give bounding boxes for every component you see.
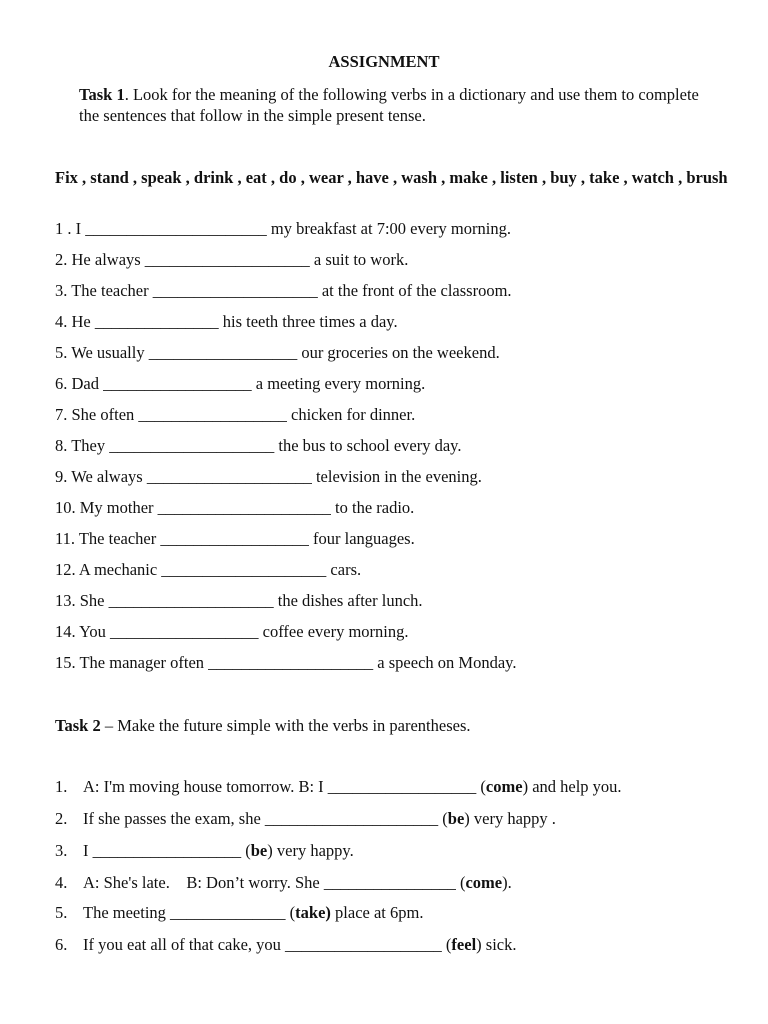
- task1-item-10: 10. My mother _____________________ to the radio.: [55, 498, 415, 517]
- task1-item-12: 12. A mechanic ____________________ cars.: [55, 560, 362, 579]
- task2-instruction-text: – Make the future simple with the verbs in parentheses.: [100, 716, 471, 735]
- task1-item-4: 4. He _______________ his teeth three times a day.: [55, 312, 398, 331]
- task1-item-6: 6. Dad __________________ a meeting every morning.: [55, 374, 426, 393]
- task1-item-13: 13. She ____________________ the dishes after lunch.: [55, 591, 423, 610]
- item-text-after: ) sick.: [476, 935, 517, 954]
- task2-item-2: [55, 809, 755, 829]
- item-text-before: The meeting ______________ (: [83, 903, 296, 922]
- item-text-after: ) very happy .: [464, 809, 556, 828]
- item-text-after: ) very happy.: [267, 841, 354, 860]
- item-text-after: place at 6pm.: [330, 903, 424, 922]
- item-verb: come: [465, 873, 503, 892]
- task1-item-8: 8. They ____________________ the bus to school every day.: [55, 436, 462, 455]
- task1-label: Task 1: [79, 85, 125, 104]
- item-number: 6.: [55, 935, 68, 954]
- task2-item-4: [55, 873, 755, 893]
- task1-item-2: 2. He always ____________________ a suit to work.: [55, 250, 409, 269]
- task1-instruction-text: . Look for the meaning of the following verbs in a dictionary and use them to complete the sentences that follow in the simple present tense.: [79, 85, 699, 125]
- task1-instruction: [79, 84, 719, 126]
- item-verb: come: [485, 777, 523, 796]
- item-verb: feel: [451, 935, 477, 954]
- task1-item-7: 7. She often __________________ chicken for dinner.: [55, 405, 416, 424]
- task2-instruction: [55, 716, 471, 736]
- item-text-before: A: I'm moving house tomorrow. B: I __________________ (: [83, 777, 486, 796]
- task2-item-6: [55, 935, 755, 955]
- item-text-after: ) and help you.: [522, 777, 622, 796]
- task1-item-3: 3. The teacher ____________________ at the front of the classroom.: [55, 281, 512, 300]
- item-verb: take): [295, 903, 331, 922]
- item-number: 5.: [55, 903, 68, 922]
- task2-item-5: [55, 903, 755, 923]
- task1-item-11: 11. The teacher __________________ four languages.: [55, 529, 415, 548]
- task1-item-14: 14. You __________________ coffee every morning.: [55, 622, 409, 641]
- item-number: 2.: [55, 809, 68, 828]
- item-text-after: ).: [502, 873, 512, 892]
- task2-item-3: [55, 841, 755, 861]
- task2-label: Task 2: [55, 716, 101, 735]
- task1-item-9: 9. We always ____________________ television in the evening.: [55, 467, 482, 486]
- item-number: 1.: [55, 777, 68, 796]
- item-verb: be: [250, 841, 268, 860]
- item-text-before: If she passes the exam, she _____________________ (: [83, 809, 448, 828]
- item-number: 4.: [55, 873, 68, 892]
- page-title: ASSIGNMENT: [328, 52, 440, 71]
- item-text-before: A: She's late. B: Don’t worry. She ________________ (: [83, 873, 466, 892]
- task1-item-1: 1 . I ______________________ my breakfast at 7:00 every morning.: [55, 219, 511, 238]
- task1-item-15: 15. The manager often ____________________ a speech on Monday.: [55, 653, 517, 672]
- task1-item-5: 5. We usually __________________ our groceries on the weekend.: [55, 343, 500, 362]
- item-text-before: I __________________ (: [83, 841, 251, 860]
- task2-item-1: [55, 777, 755, 797]
- item-text-before: If you eat all of that cake, you ___________________ (: [83, 935, 452, 954]
- item-verb: be: [447, 809, 465, 828]
- verb-list: Fix , stand , speak , drink , eat , do , wear , have , wash , make , listen , buy , take , watch , brush: [55, 168, 728, 187]
- item-number: 3.: [55, 841, 68, 860]
